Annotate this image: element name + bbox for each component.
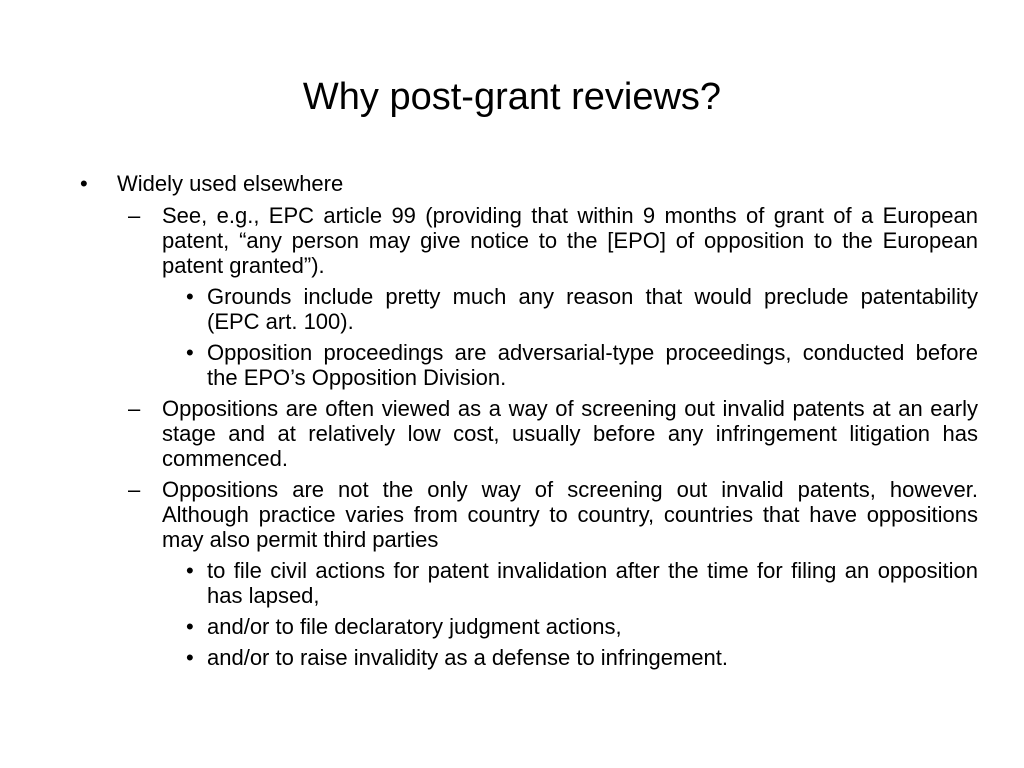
bullet-marker: • [186, 284, 194, 309]
bullet-item [0, 171, 978, 196]
dash-marker: – [128, 396, 141, 421]
bullet-marker: • [186, 614, 194, 639]
sub-sub-item [0, 614, 978, 639]
sub-item-text: Oppositions are often viewed as a way of screening out invalid patents at an early stage and at relatively low cost, usually before any infringement litigation has commenced. [162, 396, 978, 471]
sub-sub-item-text: and/or to raise invalidity as a defense to infringement. [207, 645, 728, 670]
bullet-marker: • [80, 171, 88, 196]
sub-sub-item [0, 645, 978, 670]
dash-marker: – [128, 203, 141, 228]
sub-sub-item [0, 558, 978, 608]
sub-item [0, 477, 978, 552]
slide-title: Why post-grant reviews? [302, 76, 722, 118]
sub-sub-item-text: and/or to file declaratory judgment actions, [207, 614, 622, 639]
slide-body [0, 171, 1024, 676]
dash-marker: – [128, 477, 141, 502]
bullet-marker: • [186, 340, 194, 365]
sub-sub-item-text: to file civil actions for patent invalidation after the time for filing an opposition has lapsed, [207, 558, 978, 608]
sub-item-text: Oppositions are not the only way of screening out invalid patents, however. Although practice varies from country to country, countries that have oppositions may also permit third parties [162, 477, 978, 552]
sub-sub-item [0, 284, 978, 334]
sub-item-text: See, e.g., EPC article 99 (providing that within 9 months of grant of a European patent, “any person may give notice to the [EPO] of opposition to the European patent granted”). [162, 203, 978, 278]
sub-sub-item-text: Opposition proceedings are adversarial-type proceedings, conducted before the EPO’s Opposition Division. [207, 340, 978, 390]
sub-sub-item-text: Grounds include pretty much any reason that would preclude patentability (EPC art. 100). [207, 284, 978, 334]
bullet-text: Widely used elsewhere [117, 171, 344, 196]
sub-item [0, 203, 978, 278]
sub-item [0, 396, 978, 471]
bullet-marker: • [186, 558, 194, 583]
bullet-marker: • [186, 645, 194, 670]
sub-sub-item [0, 340, 978, 390]
